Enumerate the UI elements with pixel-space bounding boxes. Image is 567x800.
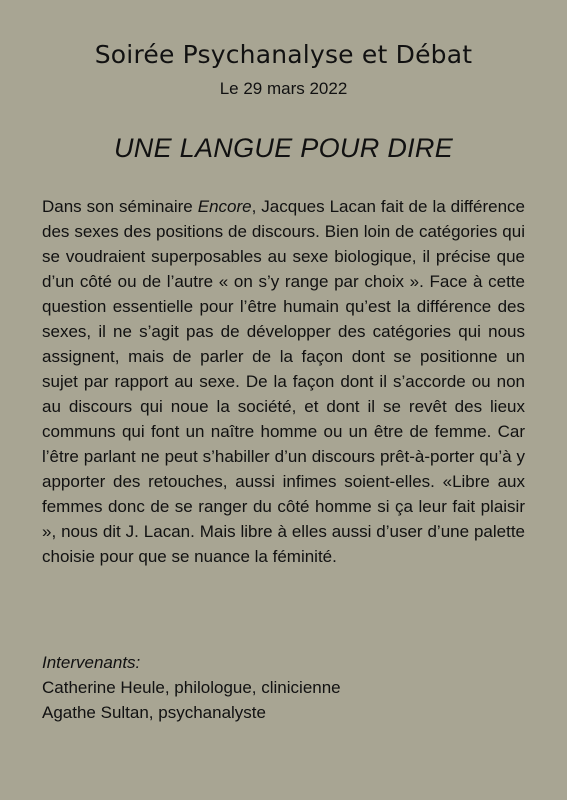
- speaker-item: Catherine Heule, philologue, clinicienne: [42, 678, 341, 697]
- event-date: Le 29 mars 2022: [219, 79, 348, 98]
- speakers-label: Intervenants:: [42, 653, 141, 672]
- body-paragraph: [42, 194, 525, 569]
- body-text-part-1: Dans son séminaire: [42, 197, 198, 216]
- speakers-section: [42, 650, 525, 725]
- headline: UNE LANGUE POUR DIRE: [113, 133, 454, 163]
- body-text-emphasis: Encore: [197, 197, 252, 216]
- event-title: Soirée Psychanalyse et Débat: [94, 40, 473, 69]
- body-text-part-2: , Jacques Lacan fait de la différence des sexes des positions de discours. Bien loin de catégories qui se voudraient superposables au sexe biologique, il précise que d’un côté ou de l’autre « on s’y range par choix ». Face à cette question essentielle pour l’être humain qu’est la différence des sexes, il ne s’agit pas de développer des catégories qui nous assignent, mais de parler de la façon dont se positionne un sujet par rapport au sexe. De la façon dont il s’accorde ou non au discours qui noue la société, et dont il se revêt des lieux communs qui font un naître homme ou un être de femme. Car l’être parlant ne peut s’habiller d’un discours prêt-à-porter qu’à y apporter des retouches, aussi infimes soient-elles. «Libre aux femmes donc de se ranger du côté homme si ça leur fait plaisir », nous dit J. Lacan. Mais libre à elles aussi d’user d’une palette choisie pour que se nuance la féminité.: [42, 197, 525, 566]
- speaker-item: Agathe Sultan, psychanalyste: [42, 703, 266, 722]
